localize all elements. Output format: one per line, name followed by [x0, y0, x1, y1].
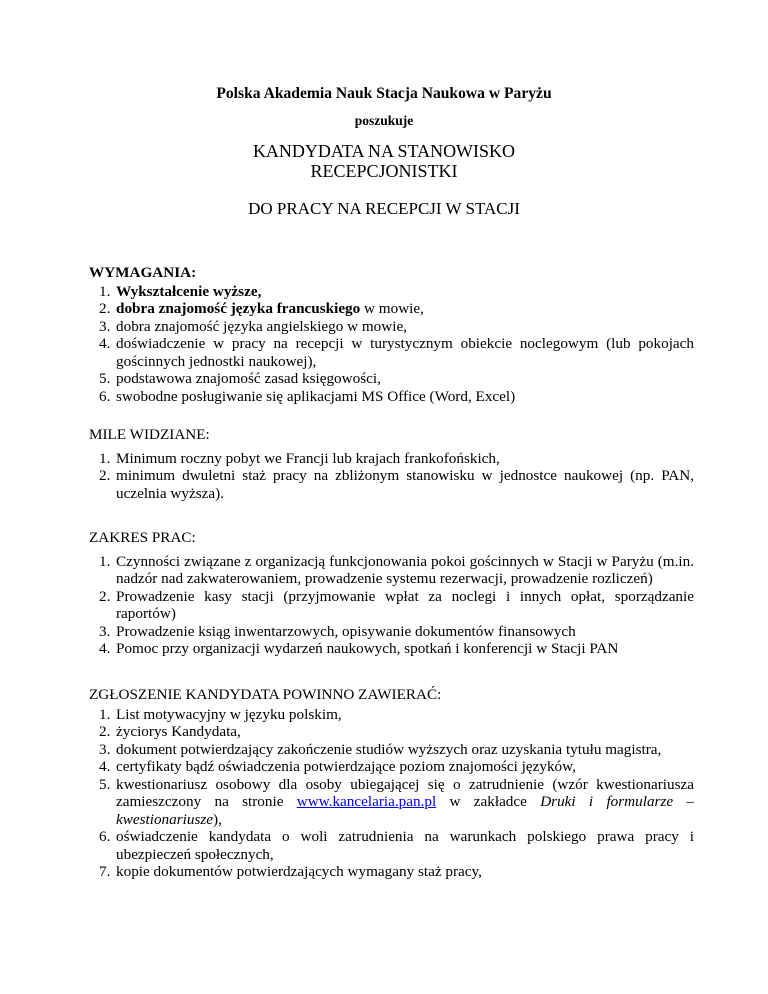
- scope-title: ZAKRES PRAC:: [89, 529, 196, 546]
- scope-list: [89, 553, 694, 658]
- list-item: 2. minimum dwuletni staż pracy na zbliżonym stanowisku w jednostce naukowej (np. PAN, uczelnia wyższa).: [99, 467, 694, 502]
- list-item: 2. życiorys Kandydata,: [99, 723, 241, 740]
- requirements-list: [89, 283, 694, 406]
- position-title: [0, 141, 768, 181]
- list-item: 1. Minimum roczny pobyt we Francji lub krajach frankofońskich,: [99, 449, 500, 467]
- list-item: 5. podstawowa znajomość zasad księgowości,: [99, 370, 381, 387]
- list-item: 4. Pomoc przy organizacji wydarzeń naukowych, spotkań i konferencji w Stacji PAN: [99, 640, 619, 657]
- list-item: 5. kwestionariusz osobowy dla osoby ubiegającej się o zatrudnienie (wzór kwestionariusza zamieszczony na stronie www.kancelaria.pan.pl w zakładce Druki i formularze – kwestionariusze),: [99, 775, 694, 828]
- requirements-title: WYMAGANIA:: [89, 264, 197, 281]
- list-item: 1. List motywacyjny w języku polskim,: [99, 705, 342, 723]
- position-title-line1: KANDYDATA NA STANOWISKO: [252, 141, 516, 161]
- list-item: 2. dobra znajomość języka francuskiego w mowie,: [99, 300, 424, 317]
- nice-to-have-title: MILE WIDZIANE:: [89, 426, 210, 443]
- list-item: 6. swobodne posługiwanie się aplikacjami MS Office (Word, Excel): [99, 387, 516, 405]
- organization-heading: Polska Akademia Nauk Stacja Naukowa w Paryżu: [216, 85, 552, 102]
- list-item: 3. Prowadzenie ksiąg inwentarzowych, opisywanie dokumentów finansowych: [99, 622, 576, 640]
- application-list: [89, 706, 694, 881]
- requirements-section: [89, 264, 694, 405]
- position-title-line2: RECEPCJONISTKI: [310, 161, 458, 181]
- nice-to-have-list: [89, 450, 694, 503]
- position-subtitle: DO PRACY NA RECEPCJI W STACJI: [248, 199, 520, 218]
- kancelaria-link[interactable]: www.kancelaria.pan.pl: [296, 793, 437, 810]
- application-section: [89, 686, 694, 881]
- application-title: ZGŁOSZENIE KANDYDATA POWINNO ZAWIERAĆ:: [89, 686, 442, 703]
- list-item: 1. Wykształcenie wyższe,: [99, 282, 262, 300]
- scope-section: [89, 529, 694, 658]
- list-item: 1. Czynności związane z organizacją funkcjonowania pokoi gościnnych w Stacji w Paryżu (m.in. nadzór nad zakwaterowaniem, prowadzenie systemu rezerwacji, prowadzenie rozliczeń): [99, 552, 694, 587]
- subtitle-seeks: poszukuje: [354, 113, 414, 128]
- list-item: 3. dobra znajomość języka angielskiego w mowie,: [99, 317, 408, 335]
- list-item: 7. kopie dokumentów potwierdzających wymagany staż pracy,: [99, 863, 482, 880]
- list-item: 4. certyfikaty bądź oświadczenia potwierdzające poziom znajomości języków,: [99, 758, 576, 775]
- list-item: 4. doświadczenie w pracy na recepcji w turystycznym obiekcie noclegowym (lub pokojach gościnnych jednostki naukowej),: [99, 335, 694, 370]
- nice-to-have-section: [89, 426, 694, 502]
- list-item: 2. Prowadzenie kasy stacji (przyjmowanie wpłat za noclegi i innych opłat, sporządzanie raportów): [99, 587, 694, 622]
- list-item: 6. oświadczenie kandydata o woli zatrudnienia na warunkach polskiego prawa pracy i ubezpieczeń społecznych,: [99, 828, 694, 863]
- list-item: 3. dokument potwierdzający zakończenie studiów wyższych oraz uzyskania tytułu magistra,: [99, 740, 662, 758]
